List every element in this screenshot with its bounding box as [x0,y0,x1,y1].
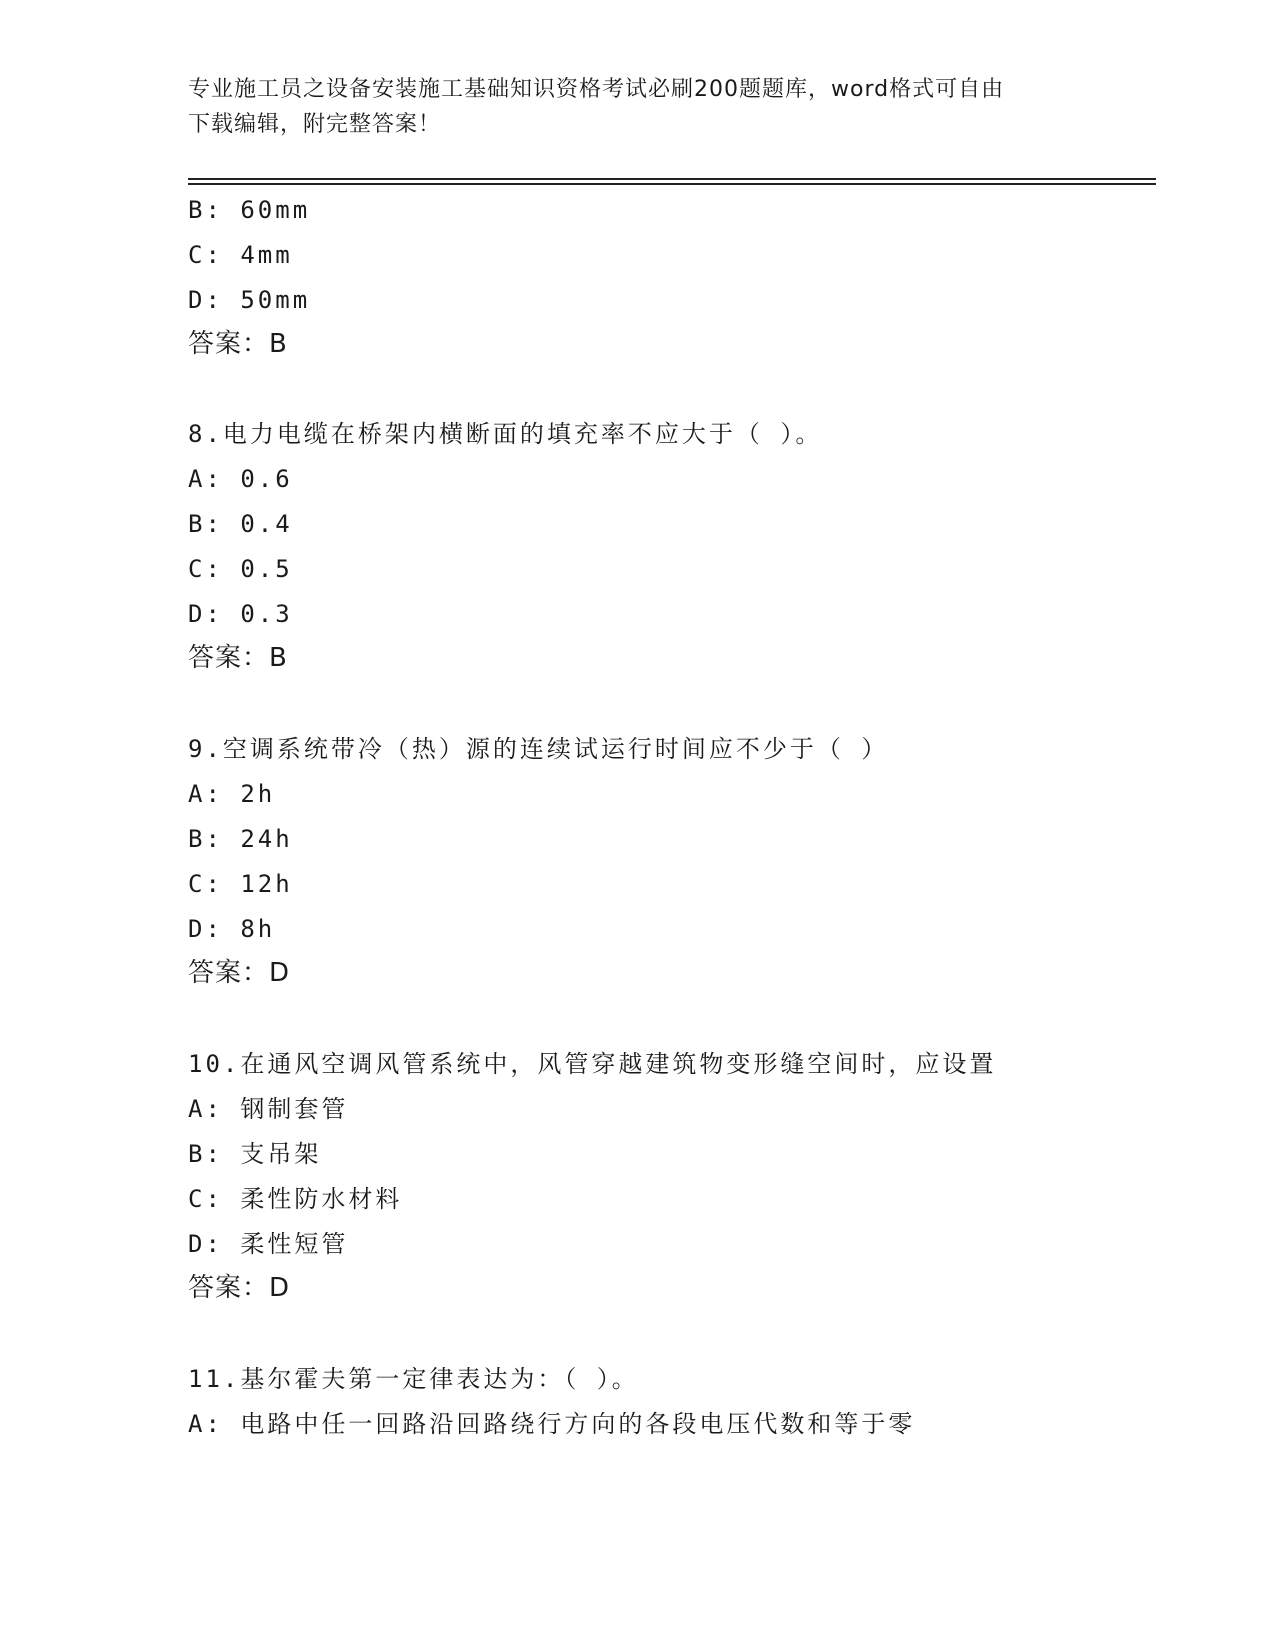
q8-option-b: B: 0.4 [188,510,293,538]
header-line-1: 专业施工员之设备安装施工基础知识资格考试必刷200题题库，word格式可自由 [188,77,1005,102]
q7-answer: 答案：B [188,329,288,359]
q9-question: 9.空调系统带冷（热）源的连续试运行时间应不少于（ ） [188,735,889,763]
q11-option-a: A: 电路中任一回路沿回路绕行方向的各段电压代数和等于零 [188,1410,916,1438]
q10-question: 10.在通风空调风管系统中，风管穿越建筑物变形缝空间时，应设置 [188,1050,997,1078]
q10-answer: 答案：D [188,1273,291,1303]
header-line-2: 下载编辑，附完整答案！ [188,112,442,137]
q8-option-a: A: 0.6 [188,465,293,493]
q9-option-c: C: 12h [188,870,293,898]
q8-option-c: C: 0.5 [188,555,293,583]
q9-option-d: D: 8h [188,915,276,943]
header-rule-bottom [188,183,1156,185]
q7-option-b: B: 60mm [188,196,311,224]
q9-option-b: B: 24h [188,825,293,853]
q10-option-c: C: 柔性防水材料 [188,1185,403,1213]
q7-option-c: C: 4mm [188,241,293,269]
q8-option-d: D: 0.3 [188,600,293,628]
q10-option-a: A: 钢制套管 [188,1095,349,1123]
q10-option-d: D: 柔性短管 [188,1230,349,1258]
q9-option-a: A: 2h [188,780,276,808]
document-header [188,72,1088,142]
q9-answer: 答案：D [188,958,291,988]
q8-answer: 答案：B [188,643,288,673]
q11-question: 11.基尔霍夫第一定律表达为：（ ）。 [188,1365,639,1393]
q8-question: 8.电力电缆在桥架内横断面的填充率不应大于（ ）。 [188,420,823,448]
q7-option-d: D: 50mm [188,286,311,314]
q10-option-b: B: 支吊架 [188,1140,322,1168]
header-rule-top [188,178,1156,180]
